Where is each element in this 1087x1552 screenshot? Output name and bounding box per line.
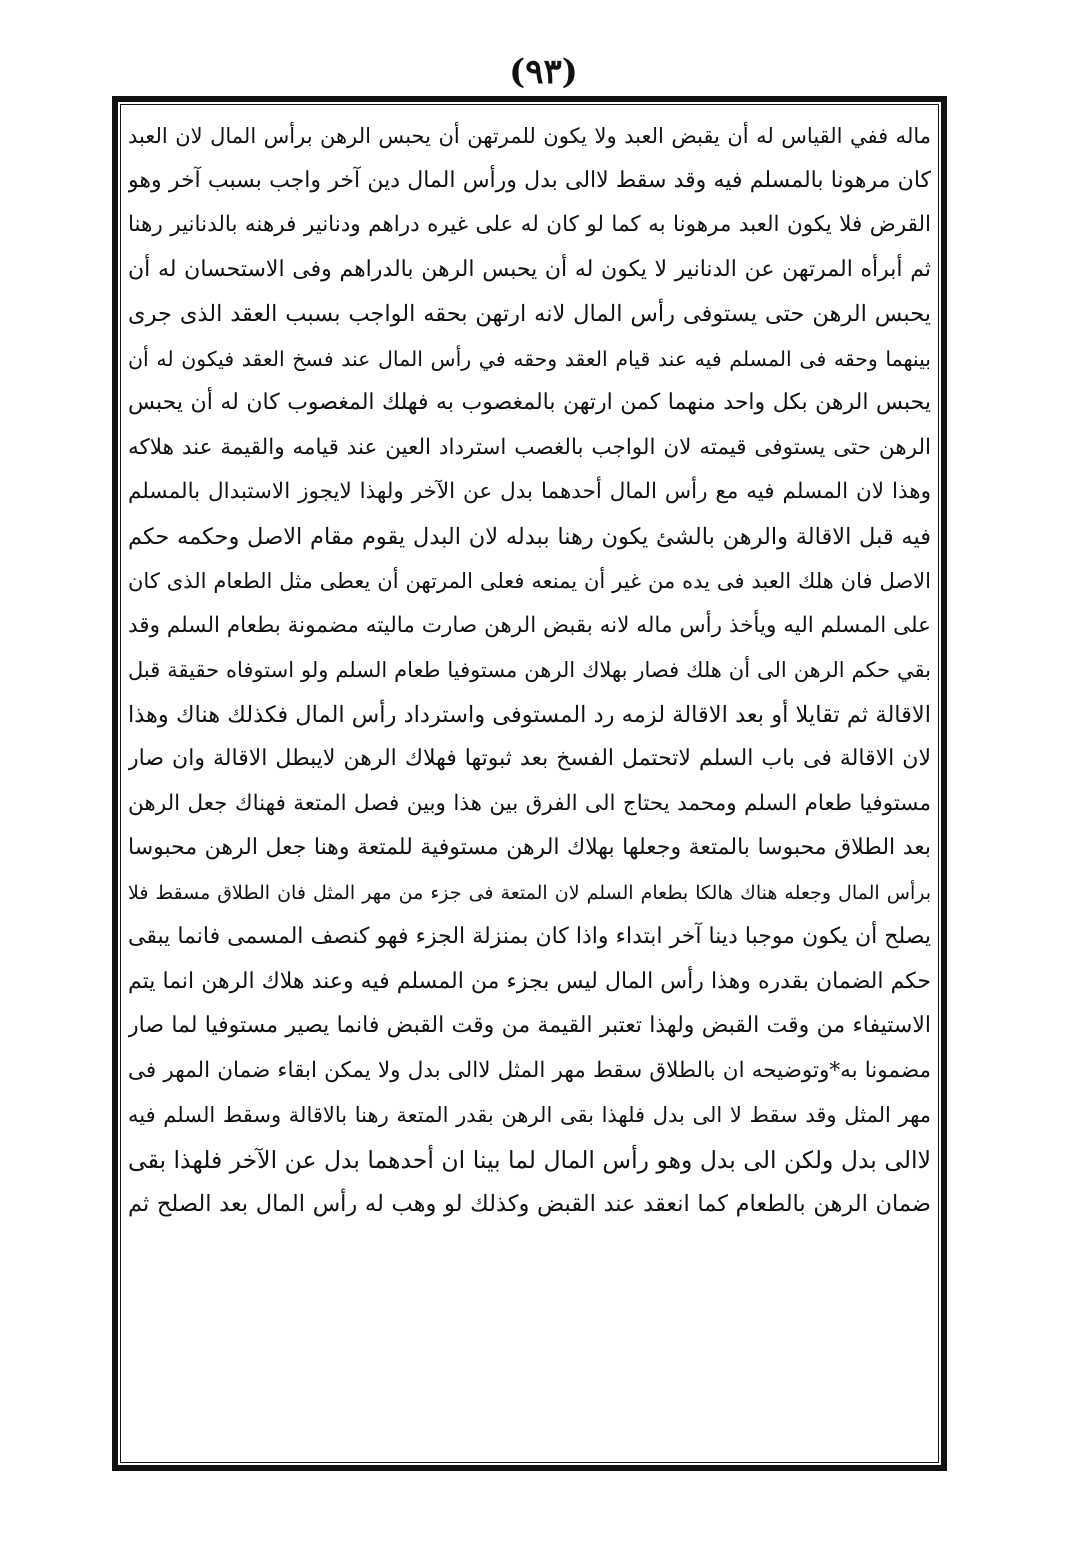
text-line: الاصل فان هلك العبد فى يده من غير أن يمنعه فعلى المرتهن أن يعطى مثل الطعام الذى كان (128, 569, 931, 593)
text-line: يحبس الرهن بكل واحد منهما كمن ارتهن بالمغصوب به فهلك المغصوب كان له أن يحبس (128, 390, 931, 415)
text-line: حكم الضمان بقدره وهذا رأس المال ليس بجزء من المسلم فيه وعند هلاك الرهن انما يتم (128, 968, 931, 994)
text-line: ماله ففي القياس له أن يقبض العبد ولا يكون للمرتهن أن يحبس الرهن برأس المال لان العبد (128, 124, 931, 148)
text-line: وهذا لان المسلم فيه مع رأس المال أحدهما بدل عن الآخر ولهذا لايجوز الاستبدال بالمسلم (128, 479, 931, 504)
text-line: القرض فلا يكون العبد مرهونا به كما لو كان له على غيره دراهم ودنانير فرهنه بالدنانير رهنا (128, 212, 931, 237)
text-line: بعد الطلاق محبوسا بالمتعة وجعلها بهلاك الرهن مستوفية للمتعة وهنا جعل الرهن محبوسا (128, 835, 931, 860)
text-line: برأس المال وجعله هناك هالكا بطعام السلم لان المتعة فى جزء من مهر المثل فان الطلاق مسقط فلا (128, 881, 931, 904)
text-line: لان الاقالة فى باب السلم لاتحتمل الفسخ بعد ثبوتها فهلاك الرهن لايبطل الاقالة وان صار (128, 746, 931, 771)
text-line: الاستيفاء من وقت القبض ولهذا تعتبر القيمة من وقت القبض فانما يصير مستوفيا لما صار (128, 1013, 931, 1038)
text-line: الرهن حتى يستوفى قيمته لان الواجب بالغصب استرداد العين عند قيامه والقيمة عند هلاكه (128, 434, 931, 460)
text-line: بقي حكم الرهن الى أن هلك فصار بهلاك الرهن مستوفيا طعام السلم ولو استوفاه حقيقة قبل (128, 658, 931, 682)
page-number: (٩٣) (509, 52, 578, 92)
text-line: بينهما وحقه فى المسلم فيه عند قيام العقد وحقه في رأس المال عند فسخ العقد فيكون له أن (128, 346, 931, 371)
text-line: ضمان الرهن بالطعام كما انعقد عند القبض وكذلك لو وهب له رأس المال بعد الصلح ثم (128, 1191, 931, 1217)
text-line: مهر المثل وقد سقط لا الى بدل فلهذا بقى الرهن بقدر المتعة رهنا بالاقالة وسقط السلم فيه (128, 1103, 931, 1127)
text-line: مستوفيا طعام السلم ومحمد يحتاج الى الفرق بين هذا وبين فصل المتعة فهناك جعل الرهن (128, 790, 931, 816)
text-line: لاالى بدل ولكن الى بدل وهو رأس المال لما بينا ان أحدهما بدل عن الآخر فلهذا بقى (128, 1145, 931, 1174)
text-line: فيه قبل الاقالة والرهن بالشئ يكون رهنا ببدله لان البدل يقوم مقام الاصل وحكمه حكم (128, 523, 931, 550)
text-line: يحبس الرهن حتى يستوفى رأس المال لانه ارتهن بحقه الواجب بسبب العقد الذى جرى (128, 301, 931, 327)
text-line: مضمونا به*وتوضيحه ان بالطلاق سقط مهر المثل لاالى بدل ولا يمكن ابقاء ضمان المهر فى (128, 1057, 931, 1083)
text-line: يصلح أن يكون موجبا دينا آخر ابتداء واذا كان بمنزلة الجزء فهو كنصف المسمى فانما يبقى (128, 924, 931, 949)
text-line: كان مرهونا بالمسلم فيه وقد سقط لاالى بدل ورأس المال دين آخر واجب بسبب آخر وهو (128, 167, 931, 193)
text-line: الاقالة ثم تقايلا أو بعد الاقالة لزمه رد المستوفى واسترداد رأس المال فكذلك هناك وهذا (128, 701, 931, 728)
main-text-block (128, 114, 931, 1454)
text-line: ثم أبرأه المرتهن عن الدنانير لا يكون له أن يحبس الرهن بالدراهم وفى الاستحسان له أن (128, 256, 931, 282)
text-line: على المسلم اليه ويأخذ رأس ماله لانه بقبض الرهن صارت ماليته مضمونة بطعام السلم وقد (128, 612, 931, 638)
